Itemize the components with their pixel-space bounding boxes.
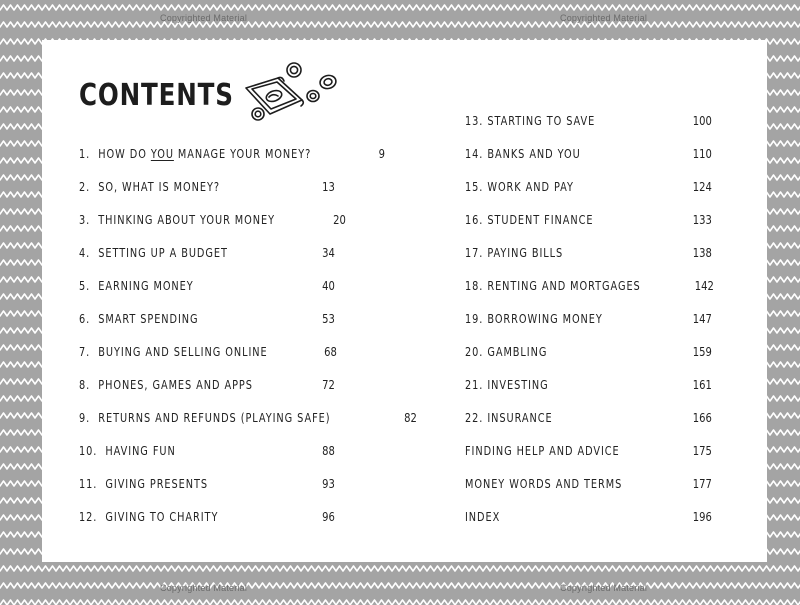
toc-entry-15[interactable]: 15. WORK AND PAY 124 [465,179,712,194]
toc-entry-16[interactable]: 16. STUDENT FINANCE 133 [465,212,712,227]
toc-entry-9[interactable]: 9. RETURNS AND REFUNDS (PLAYING SAFE) 82 [79,410,418,425]
toc-entry-3[interactable]: 3. THINKING ABOUT YOUR MONEY 20 [79,212,347,227]
toc-entry-12[interactable]: 12. GIVING TO CHARITY 96 [79,509,335,524]
watermark-top-left: Copyrighted Material [160,13,248,23]
watermark-top-right: Copyrighted Material [560,13,648,23]
toc-entry-5[interactable]: 5. EARNING MONEY 40 [79,278,335,293]
toc-entry-finding-help[interactable]: FINDING HELP AND ADVICE 175 [465,443,712,458]
toc-entry-19[interactable]: 19. BORROWING MONEY 147 [465,311,712,326]
toc-entry-11[interactable]: 11. GIVING PRESENTS 93 [79,476,335,491]
contents-page [42,40,767,562]
toc-entry-7[interactable]: 7. BUYING AND SELLING ONLINE 68 [79,344,337,359]
banknote-and-coins-doodle-icon [240,56,352,128]
toc-entry-money-words[interactable]: MONEY WORDS AND TERMS 177 [465,476,712,491]
watermark-bottom-left: Copyrighted Material [160,583,248,593]
toc-entry-14[interactable]: 14. BANKS AND YOU 110 [465,146,712,161]
toc-entry-4[interactable]: 4. SETTING UP A BUDGET 34 [79,245,335,260]
toc-column-left [79,137,418,533]
toc-entry-10[interactable]: 10. HAVING FUN 88 [79,443,335,458]
toc-column-right [465,104,715,533]
toc-entry-22[interactable]: 22. INSURANCE 166 [465,410,712,425]
toc-entry-1[interactable]: 1. HOW DO YOU MANAGE YOUR MONEY? 9 [79,146,385,161]
toc-entry-13[interactable]: 13. STARTING TO SAVE 100 [465,113,712,128]
toc-entry-8[interactable]: 8. PHONES, GAMES AND APPS 72 [79,377,335,392]
toc-entry-18[interactable]: 18. RENTING AND MORTGAGES 142 [465,278,715,293]
toc-entry-21[interactable]: 21. INVESTING 161 [465,377,712,392]
watermark-bottom-right: Copyrighted Material [560,583,648,593]
toc-entry-2[interactable]: 2. SO, WHAT IS MONEY? 13 [79,179,335,194]
toc-entry-20[interactable]: 20. GAMBLING 159 [465,344,712,359]
toc-entry-6[interactable]: 6. SMART SPENDING 53 [79,311,335,326]
toc-entry-index[interactable]: INDEX 196 [465,509,712,524]
toc-entry-17[interactable]: 17. PAYING BILLS 138 [465,245,712,260]
page-title: CONTENTS [79,78,234,113]
